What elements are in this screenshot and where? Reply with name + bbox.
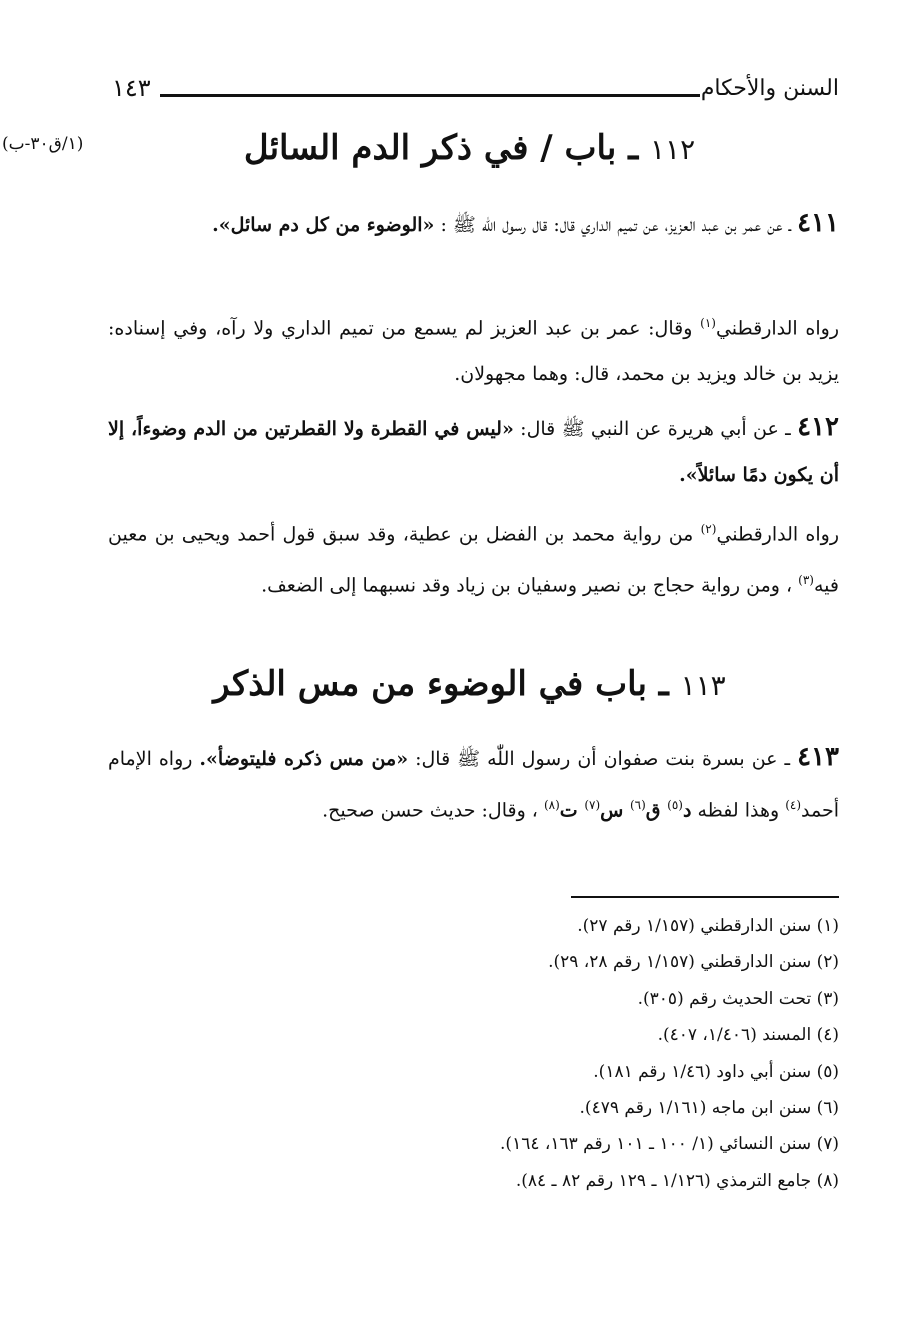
commentary-text: ، ومن رواية حجاج بن نصير وسفيان بن زياد وقد نسبهما إلى الضعف. bbox=[261, 574, 799, 597]
commentary-text: وقال: عمر بن عبد العزيز لم يسمع من تميم الداري ولا رآه، وفي إسناده: يزيد بن خالد ويزيد بن محمد، قال: وهما مجهولان. bbox=[108, 317, 839, 386]
commentary-text: رواه الدارقطني bbox=[716, 523, 839, 546]
footnote: (٦) سنن ابن ماجه (١/١٦١ رقم ٤٧٩). bbox=[579, 1098, 839, 1119]
hadith-text: ـ عن أبي هريرة عن النبي ﷺ قال: bbox=[513, 418, 791, 440]
commentary-text: وهذا لفظه bbox=[691, 799, 786, 822]
commentary-text: ، وقال: حديث حسن صحيح. bbox=[322, 799, 544, 822]
source-symbol: س bbox=[600, 799, 630, 822]
hadith-quote: «ليس في القطرة ولا القطرتين من الدم وضوءاً، إلا أن يكون دمًا سائلاً». bbox=[108, 418, 839, 486]
hadith-411 bbox=[108, 200, 839, 248]
footnote-mark: (١) bbox=[700, 316, 716, 330]
header-rule bbox=[160, 94, 700, 97]
footnote-separator bbox=[571, 896, 839, 898]
footnote-mark: (٧) bbox=[584, 798, 601, 812]
hadith-number: ٤١٣ bbox=[797, 742, 839, 772]
chapter-heading-112 bbox=[100, 128, 839, 168]
running-header-title: السنن والأحكام bbox=[700, 76, 839, 101]
hadith-quote: «الوضوء من كل دم سائل». bbox=[212, 214, 435, 236]
footnote-mark: (٨) bbox=[543, 798, 560, 812]
chapter-number: ١١٢ bbox=[650, 133, 696, 166]
hadith-411-commentary bbox=[108, 300, 839, 397]
hadith-quote: «من مس ذكره فليتوضأ». bbox=[199, 748, 409, 770]
chapter-number: ١١٣ bbox=[680, 669, 726, 702]
footnote-mark: (٤) bbox=[785, 798, 802, 812]
chapter-title: ـ باب في الوضوء من مس الذكر bbox=[213, 664, 669, 704]
hadith-text: ـ عن عمر بن عبد العزيز، عن تميم الداري قال: قال رسول اللّٰه ﷺ : bbox=[440, 214, 792, 236]
hadith-412-commentary bbox=[108, 506, 839, 609]
chapter-title: ـ باب / في ذكر الدم السائل bbox=[243, 128, 639, 168]
source-symbol: د bbox=[682, 799, 692, 822]
commentary-text: رواه الإمام أحمد bbox=[108, 748, 839, 822]
footnote-mark: (٥) bbox=[667, 798, 683, 812]
commentary-text: رواه الدارقطني bbox=[715, 317, 839, 340]
manuscript-margin-reference: (١/ق٣٠-ب) bbox=[2, 134, 84, 154]
page-number: ١٤٣ bbox=[112, 74, 151, 102]
footnote: (٤) المسند (١/٤٠٦، ٤٠٧). bbox=[657, 1025, 839, 1046]
footnotes-list bbox=[108, 908, 839, 1199]
source-symbol: ت bbox=[559, 799, 585, 822]
footnote: (٢) سنن الدارقطني (١/١٥٧ رقم ٢٨، ٢٩). bbox=[548, 952, 839, 973]
hadith-number: ٤١٢ bbox=[797, 412, 839, 442]
footnote: (٥) سنن أبي داود (١/٤٦ رقم ١٨١). bbox=[593, 1061, 839, 1082]
footnote: (٨) جامع الترمذي (١/١٢٦ ـ ١٢٩ رقم ٨٢ ـ ٨٤). bbox=[515, 1170, 839, 1191]
footnote: (١) سنن الدارقطني (١/١٥٧ رقم ٢٧). bbox=[577, 916, 839, 936]
hadith-text: ـ عن بسرة بنت صفوان أن رسول اللّٰه ﷺ قال: bbox=[408, 748, 791, 770]
footnote: (٣) تحت الحديث رقم (٣٠٥). bbox=[637, 988, 839, 1009]
hadith-412 bbox=[108, 404, 839, 498]
commentary-text: من رواية محمد بن الفضل بن عطية، وقد سبق قول أحمد ويحيى بن معين فيه bbox=[108, 523, 839, 597]
footnote-mark: (٢) bbox=[700, 522, 717, 536]
hadith-413 bbox=[108, 734, 839, 833]
footnote: (٧) سنن النسائي (١/ ١٠٠ ـ ١٠١ رقم ١٦٣، ١٦٤). bbox=[500, 1134, 839, 1155]
footnote-mark: (٣) bbox=[798, 573, 814, 588]
hadith-number: ٤١١ bbox=[797, 208, 839, 238]
footnote-mark: (٦) bbox=[629, 798, 646, 812]
chapter-heading-113 bbox=[100, 664, 839, 704]
source-symbol: ق bbox=[645, 799, 668, 822]
